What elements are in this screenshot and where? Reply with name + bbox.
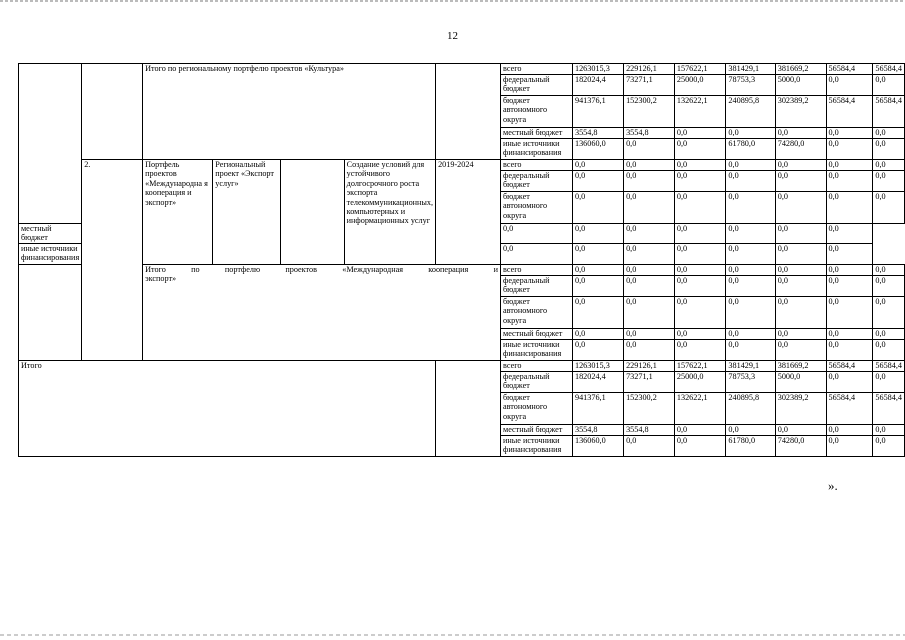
- amount-cell: 56584,4: [826, 360, 873, 371]
- amount-cell: 941376,1: [572, 392, 623, 424]
- amount-cell: 0,0: [873, 160, 905, 171]
- amount-cell: 1263015,3: [572, 360, 623, 371]
- amount-cell: 3554,8: [624, 424, 675, 435]
- amount-cell: 0,0: [674, 139, 726, 160]
- amount-cell: 302389,2: [775, 392, 826, 424]
- amount-cell: 0,0: [726, 424, 775, 435]
- amount-cell: 0,0: [775, 128, 826, 139]
- amount-cell: 157622,1: [674, 64, 726, 75]
- amount-cell: 182024,4: [572, 75, 623, 96]
- amount-cell: 0,0: [775, 424, 826, 435]
- amount-cell: 0,0: [726, 296, 775, 328]
- amount-cell: 0,0: [624, 243, 675, 264]
- amount-cell: 74280,0: [775, 139, 826, 160]
- amount-cell: 0,0: [826, 275, 873, 296]
- number-col-spacer: [19, 64, 82, 224]
- amount-cell: 3554,8: [572, 128, 623, 139]
- table-row: [19, 264, 905, 275]
- amount-cell: 0,0: [572, 224, 623, 244]
- amount-cell: 0,0: [775, 328, 826, 339]
- amount-cell: 0,0: [873, 339, 905, 360]
- funding-source-label: бюджет автономного округа: [501, 192, 573, 224]
- amount-cell: 0,0: [775, 224, 826, 244]
- funding-source-label: бюджет автономного округа: [501, 96, 573, 128]
- amount-cell: 0,0: [674, 435, 726, 456]
- amount-cell: 0,0: [726, 264, 775, 275]
- amount-cell: 132622,1: [674, 392, 726, 424]
- amount-cell: 0,0: [826, 171, 873, 192]
- amount-cell: 0,0: [826, 424, 873, 435]
- amount-cell: 381669,2: [775, 64, 826, 75]
- amount-cell: 0,0: [674, 160, 726, 171]
- funding-source-label: иные источники финансирования: [501, 139, 573, 160]
- amount-cell: 0,0: [775, 243, 826, 264]
- amount-cell: 0,0: [624, 171, 675, 192]
- amount-cell: 0,0: [624, 296, 675, 328]
- portfolio-total-label-line-2: экспорт»: [145, 274, 177, 284]
- scan-edge-top: [0, 0, 905, 2]
- amount-cell: 0,0: [873, 275, 905, 296]
- funding-source-label: бюджет автономного округа: [501, 392, 573, 424]
- amount-cell: 0,0: [873, 328, 905, 339]
- amount-cell: 136060,0: [572, 435, 623, 456]
- amount-cell: 0,0: [873, 435, 905, 456]
- portfolio-col-spacer: [82, 64, 143, 160]
- amount-cell: 182024,4: [572, 371, 623, 392]
- portfolio-total-label-line-1: Итого по портфелю проектов «Международная кооперация и: [145, 264, 499, 274]
- amount-cell: 0,0: [624, 160, 675, 171]
- table-row: [19, 360, 905, 371]
- amount-cell: 0,0: [674, 296, 726, 328]
- amount-cell: 56584,4: [873, 392, 905, 424]
- amount-cell: 56584,4: [826, 392, 873, 424]
- amount-cell: 0,0: [873, 296, 905, 328]
- funding-source-label: местный бюджет: [501, 128, 573, 139]
- amount-cell: 0,0: [873, 192, 905, 224]
- amount-cell: 0,0: [826, 139, 873, 160]
- funding-source-label: иные источники финансирования: [501, 339, 573, 360]
- amount-cell: 0,0: [826, 224, 873, 244]
- amount-cell: 25000,0: [674, 75, 726, 96]
- row-number: 2.: [82, 160, 143, 361]
- amount-cell: 0,0: [726, 243, 775, 264]
- amount-cell: 0,0: [775, 275, 826, 296]
- amount-cell: 61780,0: [726, 139, 775, 160]
- amount-cell: 0,0: [775, 264, 826, 275]
- closing-quote: ».: [828, 478, 838, 493]
- amount-cell: 0,0: [826, 243, 873, 264]
- amount-cell: 61780,0: [726, 435, 775, 456]
- amount-cell: 0,0: [775, 171, 826, 192]
- amount-cell: 0,0: [873, 75, 905, 96]
- amount-cell: 136060,0: [572, 139, 623, 160]
- funding-source-label: федеральный бюджет: [501, 275, 573, 296]
- funding-source-label: федеральный бюджет: [501, 371, 573, 392]
- portfolio-total-label: [143, 264, 501, 360]
- funding-source-label: всего: [501, 264, 573, 275]
- amount-cell: 152300,2: [624, 392, 675, 424]
- amount-cell: 302389,2: [775, 96, 826, 128]
- amount-cell: 0,0: [674, 264, 726, 275]
- amount-cell: 941376,1: [572, 96, 623, 128]
- funding-source-label: иные источники финансирования: [501, 435, 573, 456]
- amount-cell: 0,0: [726, 171, 775, 192]
- amount-cell: 73271,1: [624, 371, 675, 392]
- period-col-spacer: [436, 64, 501, 160]
- project-portfolio-name: Портфель проектов «Международна я кооперация и экспорт»: [143, 160, 213, 265]
- amount-cell: 0,0: [726, 128, 775, 139]
- amount-cell: 0,0: [826, 192, 873, 224]
- amount-cell: 0,0: [572, 328, 623, 339]
- amount-cell: 0,0: [572, 339, 623, 360]
- amount-cell: 132622,1: [674, 96, 726, 128]
- amount-cell: 0,0: [726, 275, 775, 296]
- amount-cell: 0,0: [674, 328, 726, 339]
- amount-cell: 0,0: [674, 339, 726, 360]
- funding-source-label: федеральный бюджет: [501, 171, 573, 192]
- portfolio-col-spacer: [19, 264, 82, 360]
- grand-total-label: Итого: [19, 360, 436, 456]
- amount-cell: 0,0: [775, 160, 826, 171]
- amount-cell: 0,0: [572, 264, 623, 275]
- amount-cell: 0,0: [873, 128, 905, 139]
- amount-cell: 0,0: [826, 75, 873, 96]
- amount-cell: 0,0: [826, 128, 873, 139]
- amount-cell: 0,0: [572, 296, 623, 328]
- amount-cell: 5000,0: [775, 75, 826, 96]
- amount-cell: 240895,8: [726, 392, 775, 424]
- amount-cell: 0,0: [826, 371, 873, 392]
- amount-cell: 56584,4: [873, 96, 905, 128]
- amount-cell: 56584,4: [826, 96, 873, 128]
- amount-cell: 0,0: [826, 339, 873, 360]
- amount-cell: 74280,0: [775, 435, 826, 456]
- amount-cell: 0,0: [674, 224, 726, 244]
- amount-cell: 0,0: [873, 264, 905, 275]
- amount-cell: 73271,1: [624, 75, 675, 96]
- project-name: Региональный проект «Экспорт услуг»: [213, 160, 281, 265]
- amount-cell: 0,0: [674, 128, 726, 139]
- page-number: 12: [447, 30, 458, 42]
- amount-cell: 1263015,3: [572, 64, 623, 75]
- amount-cell: 152300,2: [624, 96, 675, 128]
- amount-cell: 56584,4: [873, 64, 905, 75]
- amount-cell: 3554,8: [572, 424, 623, 435]
- amount-cell: 0,0: [873, 139, 905, 160]
- funding-source-label: бюджет автономного округа: [501, 296, 573, 328]
- amount-cell: 0,0: [775, 296, 826, 328]
- table-row: [19, 64, 905, 75]
- portfolio-total-label: Итого по региональному портфелю проектов «Культура»: [143, 64, 436, 160]
- amount-cell: 0,0: [501, 224, 573, 244]
- amount-cell: 0,0: [674, 424, 726, 435]
- amount-cell: 0,0: [726, 192, 775, 224]
- amount-cell: 0,0: [873, 171, 905, 192]
- funding-source-label: федеральный бюджет: [501, 75, 573, 96]
- amount-cell: 25000,0: [674, 371, 726, 392]
- amount-cell: 0,0: [674, 243, 726, 264]
- amount-cell: 0,0: [624, 339, 675, 360]
- amount-cell: 56584,4: [873, 360, 905, 371]
- amount-cell: 78753,3: [726, 75, 775, 96]
- amount-cell: 0,0: [572, 160, 623, 171]
- amount-cell: 5000,0: [775, 371, 826, 392]
- amount-cell: 229126,1: [624, 360, 675, 371]
- amount-cell: 56584,4: [826, 64, 873, 75]
- amount-cell: 0,0: [624, 264, 675, 275]
- amount-cell: 0,0: [624, 224, 675, 244]
- funding-source-label: местный бюджет: [19, 224, 82, 244]
- amount-cell: 0,0: [572, 171, 623, 192]
- funding-source-label: местный бюджет: [501, 328, 573, 339]
- amount-cell: 0,0: [726, 160, 775, 171]
- funding-source-label: местный бюджет: [501, 424, 573, 435]
- funding-source-label: всего: [501, 160, 573, 171]
- amount-cell: 0,0: [826, 296, 873, 328]
- amount-cell: 0,0: [726, 339, 775, 360]
- amount-cell: 0,0: [624, 192, 675, 224]
- amount-cell: 0,0: [501, 243, 573, 264]
- amount-cell: 0,0: [674, 192, 726, 224]
- amount-cell: 381429,1: [726, 64, 775, 75]
- amount-cell: 0,0: [775, 339, 826, 360]
- amount-cell: 0,0: [674, 275, 726, 296]
- amount-cell: 157622,1: [674, 360, 726, 371]
- amount-cell: 0,0: [826, 328, 873, 339]
- amount-cell: 0,0: [726, 224, 775, 244]
- funding-source-label: иные источники финансирования: [19, 243, 82, 264]
- funding-source-label: всего: [501, 360, 573, 371]
- amount-cell: 0,0: [624, 275, 675, 296]
- amount-cell: 0,0: [572, 275, 623, 296]
- amount-cell: 0,0: [726, 328, 775, 339]
- funding-source-label: всего: [501, 64, 573, 75]
- table-row: [19, 160, 905, 171]
- amount-cell: 0,0: [674, 171, 726, 192]
- amount-cell: 0,0: [624, 435, 675, 456]
- period-col-spacer: [436, 360, 501, 456]
- budget-table: [18, 63, 905, 457]
- amount-cell: 240895,8: [726, 96, 775, 128]
- amount-cell: 381669,2: [775, 360, 826, 371]
- amount-cell: 78753,3: [726, 371, 775, 392]
- amount-cell: 0,0: [775, 192, 826, 224]
- amount-cell: 229126,1: [624, 64, 675, 75]
- amount-cell: 0,0: [826, 160, 873, 171]
- project-goal: Создание условий для устойчивого долгосрочного роста экспорта телекоммуникационных, компьютерных и информационных услуг: [344, 160, 435, 265]
- amount-cell: 3554,8: [624, 128, 675, 139]
- amount-cell: 0,0: [572, 192, 623, 224]
- amount-cell: 0,0: [873, 371, 905, 392]
- project-period: 2019-2024: [436, 160, 501, 265]
- empty-cell: [280, 160, 344, 265]
- amount-cell: 0,0: [572, 243, 623, 264]
- amount-cell: 0,0: [624, 328, 675, 339]
- amount-cell: 0,0: [873, 424, 905, 435]
- amount-cell: 0,0: [826, 264, 873, 275]
- amount-cell: 0,0: [826, 435, 873, 456]
- amount-cell: 381429,1: [726, 360, 775, 371]
- scan-edge-bottom: [0, 634, 905, 636]
- amount-cell: 0,0: [624, 139, 675, 160]
